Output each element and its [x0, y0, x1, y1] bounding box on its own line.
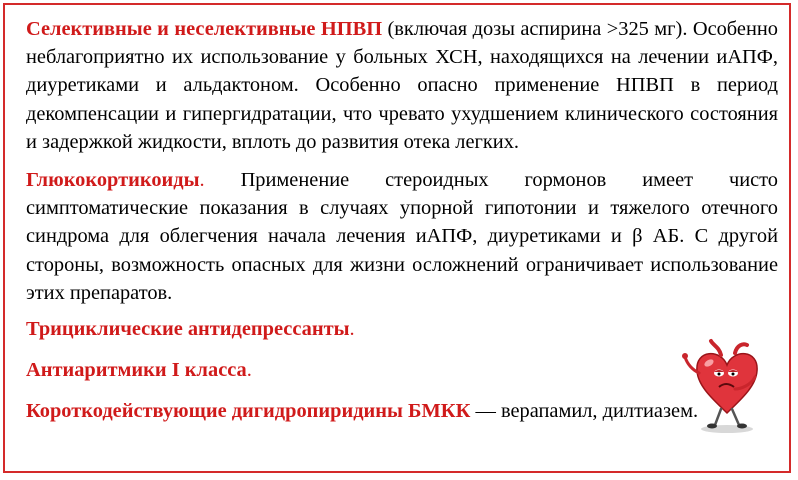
nsaid-text: (включая дозы аспирина >325 мг). Особенно неблагоприятно их использование у больных ХСН, находящихся на лечении иАПФ, диуретиками и альдактоном. Особенно опасно применение НПВП в период декомпенсации и гипергидратации, что чревато ухудшением клинического состояния и задержкой жидкости, вплоть до развития отека легких.	[26, 18, 778, 153]
tricyclics-dot: .	[349, 318, 355, 341]
drug-list	[26, 15, 778, 426]
glucocorticoids-text: Применение стероидных гормонов имеет чисто симптоматические показания в случаях упорной гипотонии и тяжелого отечного синдрома для облегчения начала лечения иАПФ, диуретиками и β АБ. С другой стороны, возможность опасных для жизни осложнений ограничивает использование этих препаратов.	[26, 169, 778, 304]
antiarrhythmics-dot: .	[246, 359, 252, 382]
paragraph-tricyclics	[26, 315, 646, 343]
heart-leg-left	[715, 409, 721, 425]
heart-hand-left	[682, 353, 688, 359]
paragraph-glucocorticoids	[26, 166, 778, 307]
paragraph-nsaid	[26, 15, 778, 156]
paragraph-dhp	[26, 397, 778, 425]
sick-heart-icon	[677, 335, 777, 435]
heart-foot-left	[707, 424, 717, 429]
heart-vessel-right	[735, 344, 747, 353]
paragraph-antiarrhythmics	[26, 356, 646, 384]
glucocorticoids-dot: .	[199, 169, 205, 192]
tricyclics-title: Трициклические антидепрессанты	[26, 318, 350, 341]
glucocorticoids-title: Глюкокортикоиды	[26, 169, 200, 192]
heart-pupil-right	[732, 373, 735, 376]
heart-pupil-left	[718, 373, 721, 376]
dhp-text: — верапамил, дилтиазем.	[470, 400, 699, 423]
heart-vessel-left	[711, 341, 721, 355]
heart-leg-right	[732, 409, 739, 425]
dhp-title: Короткодействующие дигидропиридины БМКК	[26, 400, 471, 423]
heart-foot-right	[737, 424, 747, 429]
content-frame	[3, 3, 791, 473]
nsaid-title: Селективные и неселективные НПВП	[26, 18, 383, 40]
antiarrhythmics-title: Антиаритмики I класса	[26, 359, 247, 382]
